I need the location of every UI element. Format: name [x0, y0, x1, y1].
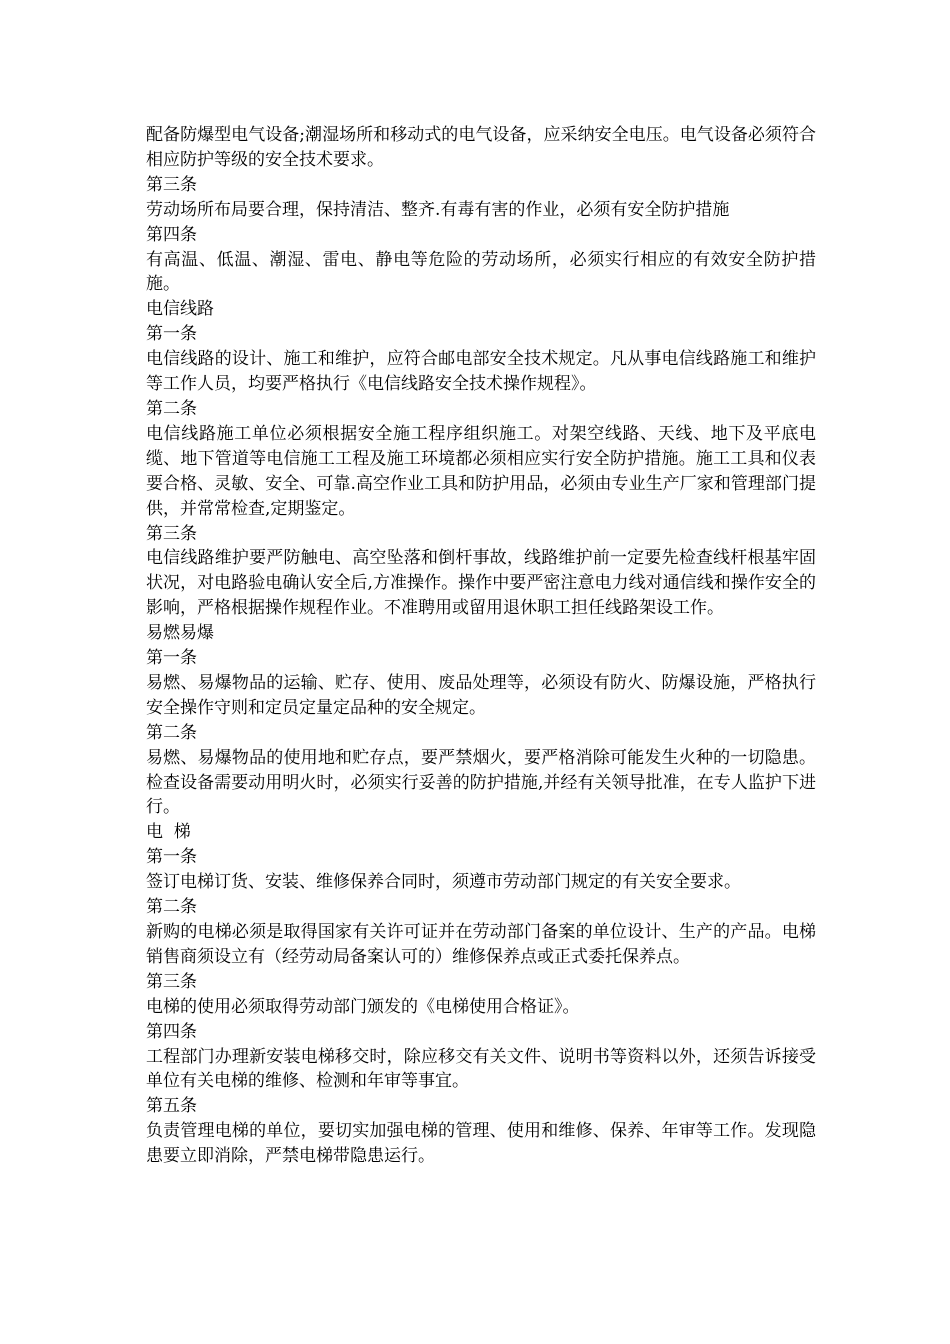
- article-heading: 第三条: [146, 971, 197, 992]
- paragraph-elevator-management: 负责管理电梯的单位，要切实加强电梯的管理、使用和维修、保养、年审等工作。发现隐患要立即消除，严禁电梯带隐患运行。: [146, 1121, 816, 1167]
- article-heading: 第五条: [146, 1096, 197, 1117]
- section-heading-telecom-lines: 电信线路: [146, 299, 214, 320]
- article-heading: 第三条: [146, 523, 197, 544]
- article-heading: 第一条: [146, 324, 197, 345]
- paragraph-flammable-storage: 易燃、易爆物品的使用地和贮存点，要严禁烟火，要严格消除可能发生火种的一切隐患。检查设备需要动用明火时，必须实行妥善的防护措施,并经有关领导批准，在专人监护下进行。: [146, 747, 816, 818]
- article-heading: 第四条: [146, 1021, 197, 1042]
- article-heading: 第二条: [146, 722, 197, 743]
- paragraph-elevator-handover: 工程部门办理新安装电梯移交时，除应移交有关文件、说明书等资料以外，还须告诉接受单位有关电梯的维修、检测和年审等事宜。: [146, 1046, 816, 1092]
- paragraph-electrical-equipment: 配备防爆型电气设备;潮湿场所和移动式的电气设备，应采纳安全电压。电气设备必须符合相应防护等级的安全技术要求。: [146, 125, 816, 170]
- document-body: [146, 123, 816, 1169]
- section-heading-elevator: 电 梯: [146, 822, 191, 843]
- paragraph-elevator-contract: 签订电梯订货、安装、维修保养合同时，须遵市劳动部门规定的有关安全要求。: [146, 872, 741, 893]
- article-heading: 第二条: [146, 398, 197, 419]
- paragraph-hazardous-workplace: 有高温、低温、潮湿、雷电、静电等危险的劳动场所，必须实行相应的有效安全防护措施。: [146, 249, 816, 295]
- paragraph-flammable-handling: 易燃、易爆物品的运输、贮存、使用、废品处理等，必须设有防火、防爆设施，严格执行安全操作守则和定员定量定品种的安全规定。: [146, 672, 816, 718]
- paragraph-telecom-maintenance: 电信线路维护要严防触电、高空坠落和倒杆事故，线路维护前一定要先检查线杆根基牢固状况，对电路验电确认安全后,方准操作。操作中要严密注意电力线对通信线和操作安全的影响，严格根据操作规程作业。不准聘用或留用退休职工担任线路架设工作。: [146, 548, 816, 619]
- article-heading: 第一条: [146, 847, 197, 868]
- section-heading-flammable-explosive: 易燃易爆: [146, 623, 214, 644]
- article-heading: 第一条: [146, 648, 197, 669]
- paragraph-elevator-purchase: 新购的电梯必须是取得国家有关许可证并在劳动部门备案的单位设计、生产的产品。电梯销售商须设立有（经劳动局备案认可的）维修保养点或正式委托保养点。: [146, 922, 816, 967]
- article-heading: 第四条: [146, 224, 197, 245]
- paragraph-elevator-certificate: 电梯的使用必须取得劳动部门颁发的《电梯使用合格证》。: [146, 996, 580, 1017]
- paragraph-telecom-design: 电信线路的设计、施工和维护，应符合邮电部安全技术规定。凡从事电信线路施工和维护等工作人员，均要严格执行《电信线路安全技术操作规程》。: [146, 349, 816, 395]
- paragraph-telecom-construction: 电信线路施工单位必须根据安全施工程序组织施工。对架空线路、天线、地下及平底电缆、地下管道等电信施工工程及施工环境都必须相应实行安全防护措施。施工工具和仪表要合格、灵敏、安全、可靠.高空作业工具和防护用品，必须由专业生产厂家和管理部门提供，并常常检查,定期鉴定。: [146, 423, 816, 519]
- article-heading: 第二条: [146, 897, 197, 918]
- article-heading: 第三条: [146, 174, 197, 195]
- paragraph-workplace-layout: 劳动场所布局要合理，保持清洁、整齐.有毒有害的作业，必须有安全防护措施: [146, 199, 730, 220]
